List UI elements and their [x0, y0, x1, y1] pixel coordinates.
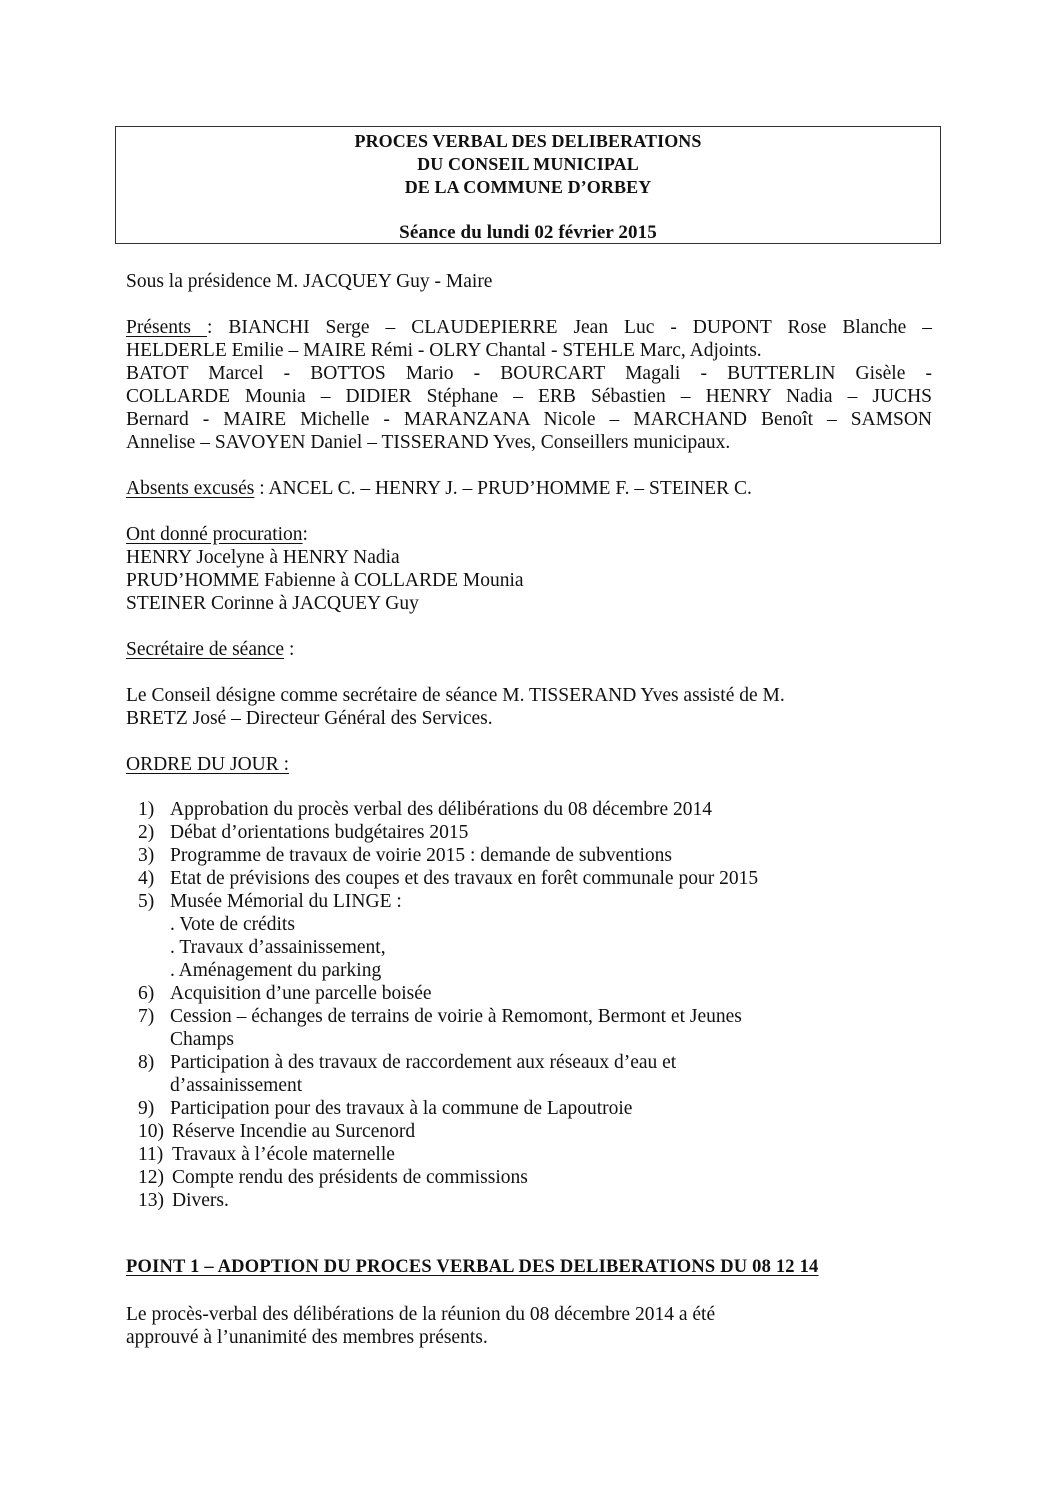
agenda-item-text: Champs [170, 1029, 234, 1050]
absents-line [126, 477, 752, 500]
point-1-line-1: Le procès-verbal des délibérations de la réunion du 08 décembre 2014 a été [126, 1304, 716, 1325]
agenda-item-text: Etat de prévisions des coupes et des travaux en forêt communale pour 2015 [170, 868, 759, 889]
agenda-item-number: 3) [138, 845, 155, 866]
agenda-item-number: 5) [138, 891, 155, 912]
session-date: Séance du lundi 02 février 2015 [399, 222, 657, 243]
agenda-item-text: d’assainissement [170, 1075, 303, 1096]
agenda-item-number: 13) [138, 1190, 164, 1211]
agenda-item-text: Débat d’orientations budgétaires 2015 [170, 822, 469, 843]
header-title-line-1: PROCES VERBAL DES DELIBERATIONS [354, 131, 702, 151]
agenda-item-text: . Vote de crédits [170, 914, 295, 935]
agenda-item-number: 4) [138, 868, 155, 889]
presents-line-5: Bernard - MAIRE Michelle - MARANZANA Nicole – MARCHAND Benoît – SAMSON [126, 409, 932, 430]
presents-colon: : [206, 317, 229, 338]
point-1-heading: POINT 1 – ADOPTION DU PROCES VERBAL DES DELIBERATIONS DU 08 12 14 [126, 1257, 819, 1277]
agenda-item-number: 11) [138, 1144, 164, 1165]
procuration-line-2: PRUD’HOMME Fabienne à COLLARDE Mounia [126, 570, 524, 591]
secretaire-label: Secrétaire de séance [126, 639, 285, 660]
agenda-item-number: 6) [138, 983, 155, 1004]
agenda-item-number: 2) [138, 822, 155, 843]
presents-line-6: Annelise – SAVOYEN Daniel – TISSERAND Yves, Conseillers municipaux. [126, 432, 731, 453]
procuration-colon: : [302, 524, 308, 545]
agenda-item-text: Cession – échanges de terrains de voirie à Remomont, Bermont et Jeunes [170, 1006, 742, 1027]
agenda-item-text: Divers. [172, 1190, 229, 1211]
presents-text-1: BIANCHI Serge – CLAUDEPIERRE Jean Luc - DUPONT Rose Blanche – [228, 317, 932, 338]
presidence-line: Sous la présidence M. JACQUEY Guy - Maire [126, 271, 493, 292]
presents-line-2: HELDERLE Emilie – MAIRE Rémi - OLRY Chantal - STEHLE Marc, Adjoints. [126, 340, 762, 361]
agenda-item-text: Acquisition d’une parcelle boisée [170, 983, 432, 1004]
ordre-du-jour-heading: ORDRE DU JOUR : [126, 754, 290, 775]
secretaire-colon: : [284, 639, 295, 660]
point-1-line-2: approuvé à l’unanimité des membres présents. [126, 1327, 488, 1348]
secretaire-line-2: BRETZ José – Directeur Général des Services. [126, 708, 493, 729]
absents-label: Absents excusés [126, 478, 255, 499]
agenda-item-text: . Travaux d’assainissement, [170, 937, 386, 958]
agenda-item-text: Participation à des travaux de raccordement aux réseaux d’eau et [170, 1052, 677, 1073]
agenda-item-number: 1) [138, 799, 155, 820]
secretaire-heading [126, 638, 294, 661]
agenda-item-number: 7) [138, 1006, 155, 1027]
procuration-line-1: HENRY Jocelyne à HENRY Nadia [126, 547, 400, 568]
document-header-box [115, 126, 941, 244]
agenda-item-number: 10) [138, 1121, 164, 1142]
agenda-item-text: Musée Mémorial du LINGE : [170, 891, 402, 912]
header-title-line-2: DU CONSEIL MUNICIPAL [417, 154, 639, 174]
header-title-line-3: DE LA COMMUNE D’ORBEY [404, 177, 652, 197]
agenda-item-number: 9) [138, 1098, 155, 1119]
agenda-item-number: 12) [138, 1167, 164, 1188]
agenda-item-text: Compte rendu des présidents de commissions [172, 1167, 528, 1188]
agenda-item-text: Travaux à l’école maternelle [172, 1144, 395, 1165]
presents-line-3: BATOT Marcel - BOTTOS Mario - BOURCART Magali - BUTTERLIN Gisèle - [126, 363, 932, 384]
presents-line-1 [126, 316, 932, 339]
secretaire-line-1: Le Conseil désigne comme secrétaire de séance M. TISSERAND Yves assisté de M. [126, 685, 785, 706]
agenda-item-text: . Aménagement du parking [170, 960, 382, 981]
agenda-item-number: 8) [138, 1052, 155, 1073]
presents-label: Présents [126, 317, 207, 338]
procuration-heading [126, 523, 308, 546]
agenda-item-text: Participation pour des travaux à la commune de Lapoutroie [170, 1098, 633, 1119]
agenda-item-text: Réserve Incendie au Surcenord [172, 1121, 416, 1142]
agenda-item-text: Programme de travaux de voirie 2015 : demande de subventions [170, 845, 672, 866]
absents-text: : ANCEL C. – HENRY J. – PRUD’HOMME F. – STEINER C. [254, 478, 752, 499]
presents-line-4: COLLARDE Mounia – DIDIER Stéphane – ERB Sébastien – HENRY Nadia – JUCHS [126, 386, 932, 407]
procuration-line-3: STEINER Corinne à JACQUEY Guy [126, 593, 419, 614]
agenda-item-text: Approbation du procès verbal des délibérations du 08 décembre 2014 [170, 799, 713, 820]
procuration-label: Ont donné procuration [126, 524, 303, 545]
